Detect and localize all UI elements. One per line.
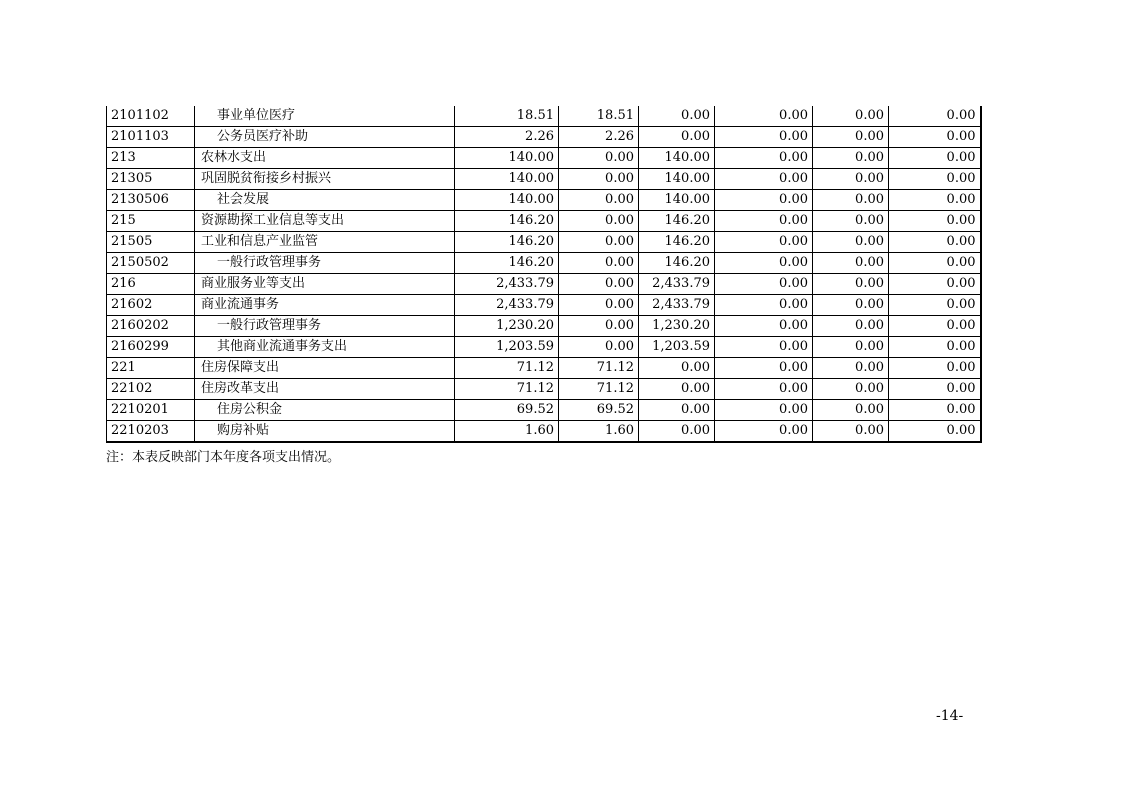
subject-name-cell: 一般行政管理事务	[195, 316, 455, 337]
value-cell-6: 0.00	[889, 232, 981, 253]
value-cell-6: 0.00	[889, 295, 981, 316]
value-cell-5: 0.00	[813, 421, 889, 443]
value-cell-2: 2.26	[559, 127, 639, 148]
table-row	[107, 337, 981, 358]
page-number: -14-	[936, 708, 964, 724]
total-cell: 71.12	[455, 358, 559, 379]
value-cell-6: 0.00	[889, 106, 981, 127]
value-cell-5: 0.00	[813, 253, 889, 274]
value-cell-4: 0.00	[715, 337, 813, 358]
value-cell-4: 0.00	[715, 316, 813, 337]
total-cell: 140.00	[455, 169, 559, 190]
value-cell-6: 0.00	[889, 379, 981, 400]
subject-name-cell: 工业和信息产业监管	[195, 232, 455, 253]
subject-code-cell: 216	[107, 274, 195, 295]
total-cell: 140.00	[455, 148, 559, 169]
subject-name-cell: 事业单位医疗	[195, 106, 455, 127]
value-cell-4: 0.00	[715, 127, 813, 148]
value-cell-2: 0.00	[559, 253, 639, 274]
subject-name-cell: 资源勘探工业信息等支出	[195, 211, 455, 232]
total-cell: 146.20	[455, 253, 559, 274]
value-cell-6: 0.00	[889, 400, 981, 421]
value-cell-4: 0.00	[715, 274, 813, 295]
total-cell: 71.12	[455, 379, 559, 400]
value-cell-6: 0.00	[889, 211, 981, 232]
table-row	[107, 421, 981, 443]
total-cell: 2.26	[455, 127, 559, 148]
subject-name-cell: 巩固脱贫衔接乡村振兴	[195, 169, 455, 190]
value-cell-4: 0.00	[715, 400, 813, 421]
table-row	[107, 148, 981, 169]
value-cell-3: 140.00	[639, 148, 715, 169]
table-row	[107, 211, 981, 232]
value-cell-5: 0.00	[813, 295, 889, 316]
total-cell: 2,433.79	[455, 274, 559, 295]
table-row	[107, 169, 981, 190]
value-cell-2: 0.00	[559, 295, 639, 316]
value-cell-2: 71.12	[559, 358, 639, 379]
value-cell-4: 0.00	[715, 421, 813, 443]
value-cell-5: 0.00	[813, 379, 889, 400]
value-cell-2: 0.00	[559, 148, 639, 169]
value-cell-4: 0.00	[715, 190, 813, 211]
expenditure-table	[106, 106, 982, 443]
table-row	[107, 379, 981, 400]
value-cell-3: 2,433.79	[639, 295, 715, 316]
value-cell-5: 0.00	[813, 274, 889, 295]
total-cell: 140.00	[455, 190, 559, 211]
value-cell-3: 140.00	[639, 190, 715, 211]
value-cell-3: 0.00	[639, 106, 715, 127]
subject-name-cell: 购房补贴	[195, 421, 455, 443]
value-cell-6: 0.00	[889, 316, 981, 337]
value-cell-5: 0.00	[813, 316, 889, 337]
value-cell-6: 0.00	[889, 358, 981, 379]
value-cell-4: 0.00	[715, 379, 813, 400]
subject-code-cell: 21602	[107, 295, 195, 316]
value-cell-2: 71.12	[559, 379, 639, 400]
total-cell: 146.20	[455, 211, 559, 232]
table-body	[107, 106, 981, 442]
value-cell-5: 0.00	[813, 169, 889, 190]
subject-code-cell: 213	[107, 148, 195, 169]
subject-code-cell: 21305	[107, 169, 195, 190]
total-cell: 1.60	[455, 421, 559, 443]
value-cell-6: 0.00	[889, 190, 981, 211]
value-cell-4: 0.00	[715, 358, 813, 379]
value-cell-5: 0.00	[813, 127, 889, 148]
value-cell-2: 0.00	[559, 169, 639, 190]
value-cell-6: 0.00	[889, 421, 981, 443]
value-cell-5: 0.00	[813, 232, 889, 253]
subject-code-cell: 2101103	[107, 127, 195, 148]
value-cell-4: 0.00	[715, 232, 813, 253]
value-cell-4: 0.00	[715, 106, 813, 127]
value-cell-2: 0.00	[559, 316, 639, 337]
subject-name-cell: 住房保障支出	[195, 358, 455, 379]
value-cell-3: 0.00	[639, 127, 715, 148]
subject-code-cell: 2210203	[107, 421, 195, 443]
total-cell: 18.51	[455, 106, 559, 127]
table-row	[107, 232, 981, 253]
value-cell-5: 0.00	[813, 190, 889, 211]
value-cell-6: 0.00	[889, 253, 981, 274]
value-cell-3: 146.20	[639, 232, 715, 253]
table-row	[107, 358, 981, 379]
total-cell: 1,203.59	[455, 337, 559, 358]
value-cell-6: 0.00	[889, 169, 981, 190]
subject-name-cell: 农林水支出	[195, 148, 455, 169]
table-row	[107, 253, 981, 274]
total-cell: 1,230.20	[455, 316, 559, 337]
subject-name-cell: 商业流通事务	[195, 295, 455, 316]
value-cell-2: 1.60	[559, 421, 639, 443]
table-row	[107, 316, 981, 337]
total-cell: 146.20	[455, 232, 559, 253]
value-cell-6: 0.00	[889, 148, 981, 169]
value-cell-5: 0.00	[813, 106, 889, 127]
subject-name-cell: 一般行政管理事务	[195, 253, 455, 274]
subject-code-cell: 21505	[107, 232, 195, 253]
value-cell-2: 69.52	[559, 400, 639, 421]
value-cell-4: 0.00	[715, 295, 813, 316]
value-cell-3: 0.00	[639, 400, 715, 421]
value-cell-2: 0.00	[559, 337, 639, 358]
value-cell-5: 0.00	[813, 211, 889, 232]
subject-code-cell: 215	[107, 211, 195, 232]
value-cell-5: 0.00	[813, 400, 889, 421]
subject-code-cell: 221	[107, 358, 195, 379]
table-row	[107, 295, 981, 316]
subject-code-cell: 2101102	[107, 106, 195, 127]
subject-code-cell: 2160299	[107, 337, 195, 358]
table-row	[107, 127, 981, 148]
value-cell-2: 0.00	[559, 211, 639, 232]
table-row	[107, 190, 981, 211]
value-cell-5: 0.00	[813, 358, 889, 379]
subject-name-cell: 社会发展	[195, 190, 455, 211]
value-cell-4: 0.00	[715, 169, 813, 190]
value-cell-3: 1,203.59	[639, 337, 715, 358]
value-cell-2: 0.00	[559, 190, 639, 211]
subject-code-cell: 22102	[107, 379, 195, 400]
subject-code-cell: 2160202	[107, 316, 195, 337]
total-cell: 69.52	[455, 400, 559, 421]
value-cell-5: 0.00	[813, 148, 889, 169]
table-row	[107, 106, 981, 127]
subject-name-cell: 其他商业流通事务支出	[195, 337, 455, 358]
value-cell-3: 146.20	[639, 211, 715, 232]
value-cell-3: 140.00	[639, 169, 715, 190]
table-note: 注：本表反映部门本年度各项支出情况。	[106, 450, 341, 465]
total-cell: 2,433.79	[455, 295, 559, 316]
value-cell-3: 0.00	[639, 421, 715, 443]
value-cell-3: 1,230.20	[639, 316, 715, 337]
subject-code-cell: 2210201	[107, 400, 195, 421]
table-row	[107, 400, 981, 421]
subject-name-cell: 商业服务业等支出	[195, 274, 455, 295]
subject-name-cell: 住房公积金	[195, 400, 455, 421]
value-cell-3: 0.00	[639, 358, 715, 379]
value-cell-6: 0.00	[889, 337, 981, 358]
value-cell-4: 0.00	[715, 253, 813, 274]
value-cell-3: 0.00	[639, 379, 715, 400]
value-cell-6: 0.00	[889, 127, 981, 148]
subject-code-cell: 2150502	[107, 253, 195, 274]
subject-name-cell: 住房改革支出	[195, 379, 455, 400]
value-cell-3: 146.20	[639, 253, 715, 274]
value-cell-2: 0.00	[559, 232, 639, 253]
value-cell-4: 0.00	[715, 148, 813, 169]
value-cell-6: 0.00	[889, 274, 981, 295]
value-cell-4: 0.00	[715, 211, 813, 232]
value-cell-2: 0.00	[559, 274, 639, 295]
table-row	[107, 274, 981, 295]
subject-code-cell: 2130506	[107, 190, 195, 211]
subject-name-cell: 公务员医疗补助	[195, 127, 455, 148]
value-cell-5: 0.00	[813, 337, 889, 358]
value-cell-2: 18.51	[559, 106, 639, 127]
value-cell-3: 2,433.79	[639, 274, 715, 295]
